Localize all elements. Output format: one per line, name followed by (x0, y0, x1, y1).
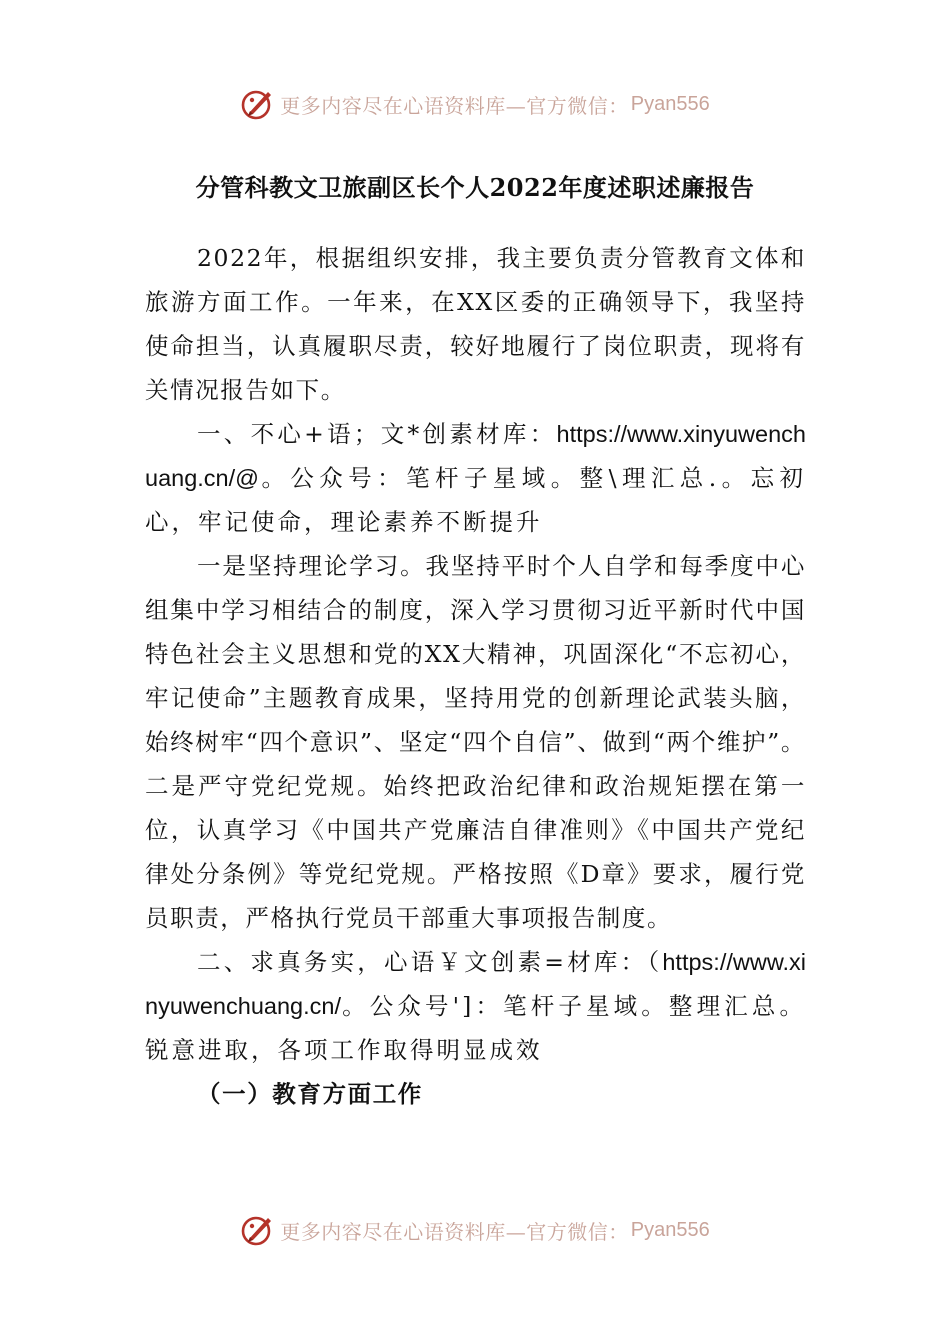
paragraph-theory-study (145, 544, 806, 940)
banner-text: 更多内容尽在心语资料库—官方微信： (280, 1219, 629, 1244)
subheading-education: （一）教育方面工作 (197, 1080, 423, 1108)
banner-text: 更多内容尽在心语资料库—官方微信： (280, 93, 629, 118)
inline-url: https://www.xinyuwenchuang.cn/@ (145, 421, 806, 491)
paragraph-text: 。公众号：笔杆子星域。整\理汇总.。忘初心，牢记使命，理论素养不断提升 (145, 464, 806, 536)
paragraph-text: 二、求真务实，心语￥文创素=材库：（ (197, 948, 663, 976)
quill-circle-logo-icon (240, 86, 276, 122)
footer-watermark-banner (0, 1208, 950, 1252)
header-watermark-banner (0, 82, 950, 126)
paragraph-text: 一是坚持理论学习。我坚持平时个人自学和每季度中心组集中学习相结合的制度，深入学习贯彻习近平新时代中国特色社会主义思想和党的XX大精神，巩固深化“不忘初心，牢记使命”主题教育成果，坚持用党的创新理论武装头脑，始终树牢“四个意识”、坚定“四个自信”、做到“两个维护”。二是严守党纪党规。始终把政治纪律和政治规矩摆在第一位，认真学习《中国共产党廉洁自律准则》《中国共产党纪律处分条例》等党纪党规。严格按照《D章》要求，履行党员职责，严格执行党员干部重大事项报告制度。 (145, 552, 806, 932)
paragraph-text: 一、不心+语；文*创素材库： (197, 420, 557, 448)
document-body (145, 236, 806, 1116)
paragraph-text: 2022年，根据组织安排，我主要负责分管教育文体和旅游方面工作。一年来，在XX区委的正确领导下，我坚持使命担当，认真履职尽责，较好地履行了岗位职责，现将有关情况报告如下。 (145, 244, 806, 404)
paragraph-intro (145, 236, 806, 412)
document-title: 分管科教文卫旅副区长个人2022年度述职述廉报告 (195, 173, 755, 202)
paragraph-section-two-heading (145, 940, 806, 1072)
banner-wechat-handle: Pyan556 (630, 1218, 710, 1241)
quill-circle-logo-icon (240, 1212, 276, 1248)
banner-wechat-handle: Pyan556 (630, 92, 710, 115)
inline-url: https://www.xinyuwenchuang.cn/ (145, 949, 806, 1019)
paragraph-text: 。公众号']：笔杆子星域。整理汇总。锐意进取，各项工作取得明显成效 (145, 992, 806, 1064)
paragraph-section-one-heading (145, 412, 806, 544)
